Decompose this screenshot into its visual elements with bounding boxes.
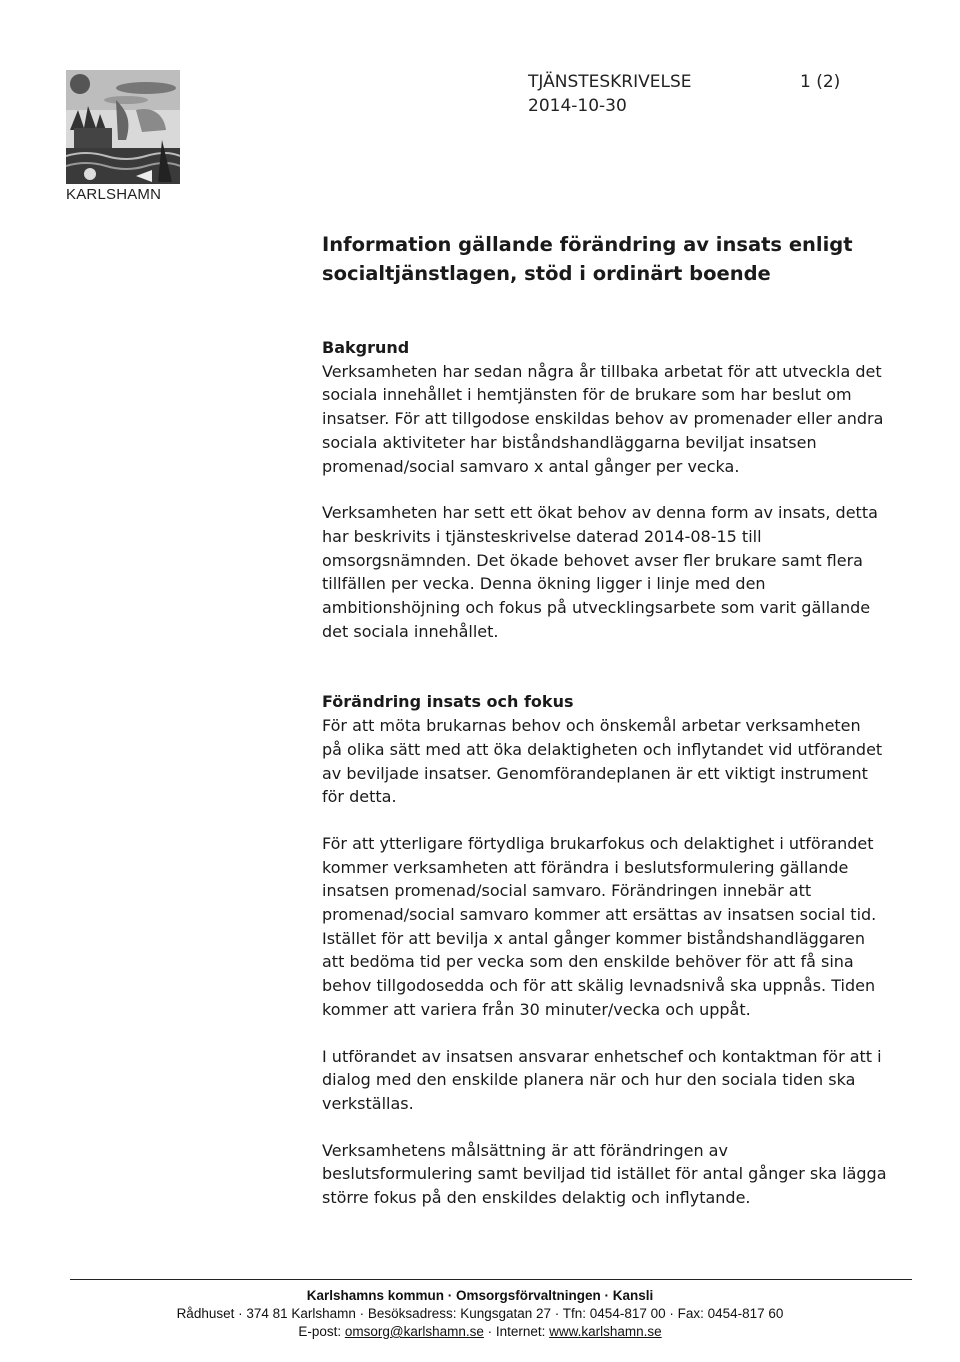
logo-emblem-icon xyxy=(66,70,180,184)
section-heading-forandring: Förändring insats och fokus xyxy=(322,692,574,712)
document-date: 2014-10-30 xyxy=(528,96,627,116)
paragraph xyxy=(322,832,882,1022)
paragraph xyxy=(322,714,882,809)
document-type: TJÄNSTESKRIVELSE xyxy=(528,72,692,92)
text-line: omsorgsnämnden. Det ökade behovet avser fler brukare samt flera xyxy=(322,550,863,570)
text-line: insatser. För att tillgodose enskildas behov av promenader eller andra xyxy=(322,409,884,429)
footer-organization: Karlshamns kommun · Omsorgsförvaltningen · Kansli xyxy=(306,1288,654,1303)
text-line: I utförandet av insatsen ansvarar enhetschef och kontaktman för att i xyxy=(322,1046,882,1066)
text-line: Istället för att bevilja x antal gånger kommer biståndshandläggaren xyxy=(322,928,865,948)
page-number: 1 (2) xyxy=(800,72,841,92)
text-line: av beviljade insatser. Genomförandeplanen är ett viktigt instrument xyxy=(322,763,868,783)
paragraph xyxy=(322,1139,887,1210)
email-label: E-post: xyxy=(298,1324,345,1339)
internet-label: · Internet: xyxy=(483,1324,550,1339)
text-line: promenad/social samvaro kommer att ersättas av insatsen social tid. xyxy=(322,905,877,925)
text-line: kommer verksamheten att förändra i beslutsformulering gällande xyxy=(322,857,849,877)
text-line: behov tillgodosedda och för att skälig levnadsnivå ska uppnås. Tiden xyxy=(322,976,876,996)
text-line: verkställas. xyxy=(322,1093,414,1113)
text-line: Verksamhetens målsättning är att förändringen av xyxy=(322,1140,728,1160)
title-line: socialtjänstlagen, stöd i ordinärt boende xyxy=(322,262,771,285)
text-line: tillfällen per vecka. Denna ökning ligger i linje med den xyxy=(322,574,766,594)
text-line: det sociala innehållet. xyxy=(322,621,499,641)
paragraph xyxy=(322,360,882,479)
text-line: Verksamheten har sett ett ökat behov av denna form av insats, detta xyxy=(322,503,878,523)
text-line: insatsen promenad/social samvaro. Förändringen innebär att xyxy=(322,881,812,901)
email-link[interactable]: omsorg@karlshamn.se xyxy=(344,1324,484,1339)
text-line: ambitionshöjning och fokus på utvecklingsarbete som varit gällande xyxy=(322,598,871,618)
footer-contact xyxy=(0,1323,960,1341)
text-line: sociala innehållet i hemtjänsten för de brukare som har beslut om xyxy=(322,385,852,405)
text-line: beslutsformulering samt beviljad tid istället för antal gånger ska lägga xyxy=(322,1164,887,1184)
text-line: att bedöma tid per vecka som den enskilde behöver för att få sina xyxy=(322,952,854,972)
text-line: sociala aktiviteter har biståndshandläggarna beviljat insatsen xyxy=(322,432,817,452)
footer xyxy=(0,1287,960,1341)
document-title xyxy=(322,230,882,288)
section-heading-bakgrund: Bakgrund xyxy=(322,338,410,357)
footer-address: Rådhuset · 374 81 Karlshamn · Besöksadress: Kungsgatan 27 · Tfn: 0454-817 00 · Fax: 0454-817 60 xyxy=(176,1306,784,1321)
text-line: har beskrivits i tjänsteskrivelse daterad 2014-08-15 till xyxy=(322,526,762,546)
text-line: på olika sätt med att öka delaktigheten och inflytandet vid utförandet xyxy=(322,739,883,759)
text-line: dialog med den enskilde planera när och hur den sociala tiden ska xyxy=(322,1070,856,1090)
text-line: för detta. xyxy=(322,787,397,807)
text-line: Verksamheten har sedan några år tillbaka arbetat för att utveckla det xyxy=(322,361,882,381)
paragraph xyxy=(322,501,882,643)
title-line: Information gällande förändring av insats enligt xyxy=(322,233,853,256)
document-body xyxy=(322,230,887,1210)
text-line: För att möta brukarnas behov och önskemål arbetar verksamheten xyxy=(322,716,861,736)
website-link[interactable]: www.karlshamn.se xyxy=(549,1324,662,1339)
logo-text: KARLSHAMN xyxy=(66,186,162,203)
karlshamn-logo xyxy=(66,70,180,210)
text-line: promenad/social samvaro x antal gånger per vecka. xyxy=(322,456,740,476)
text-line: För att ytterligare förtydliga brukarfokus och delaktighet i utförandet xyxy=(322,833,874,853)
text-line: större fokus på den enskildes delaktig och inflytande. xyxy=(322,1188,751,1208)
text-line: kommer att variera från 30 minuter/vecka och uppåt. xyxy=(322,999,751,1019)
footer-divider xyxy=(70,1279,912,1280)
paragraph xyxy=(322,1045,882,1116)
